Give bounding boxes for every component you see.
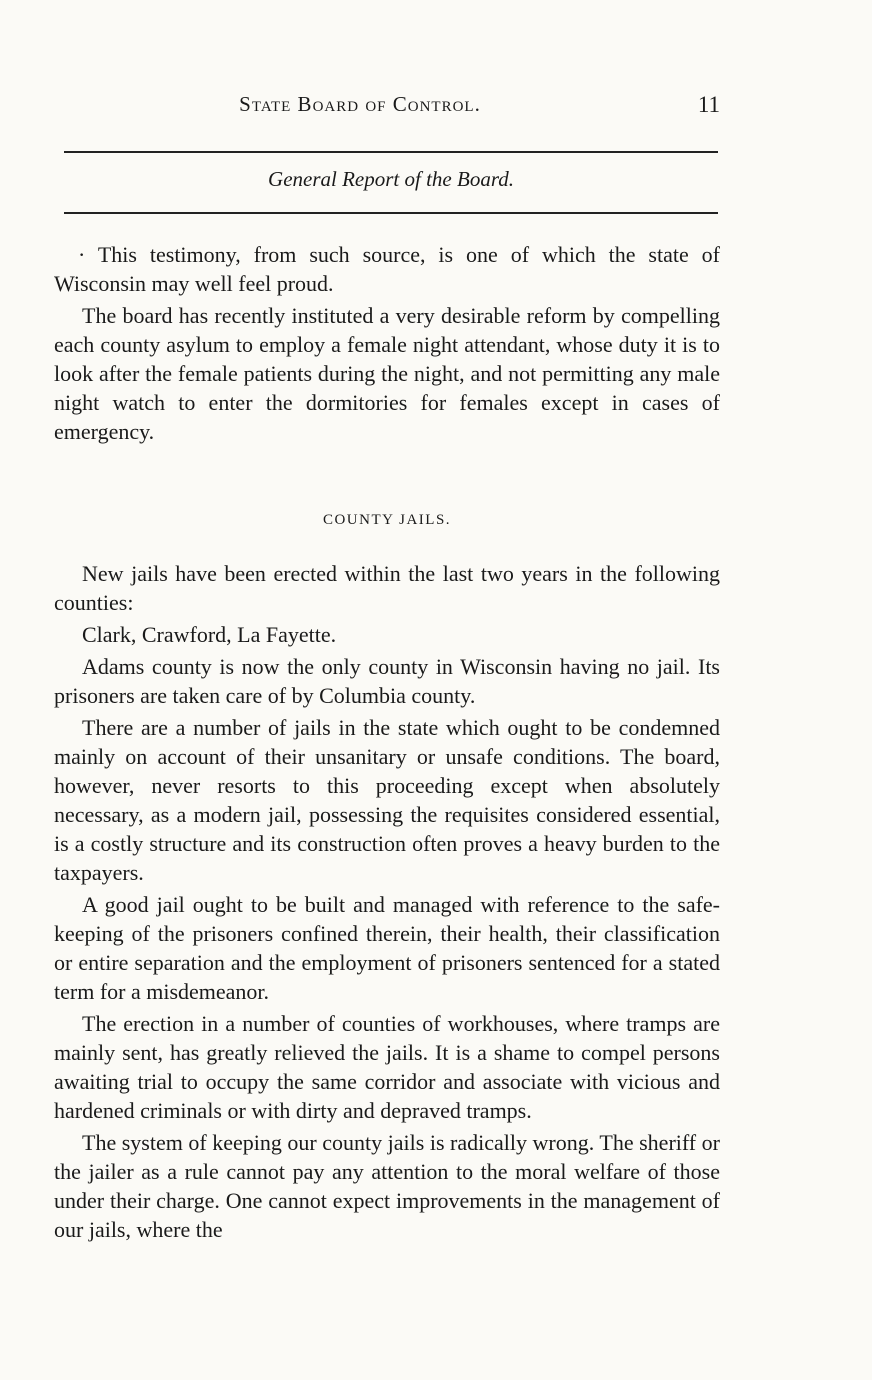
running-title: State Board of Control. — [239, 92, 481, 116]
section-heading: COUNTY JAILS. — [322, 512, 452, 528]
county-list: Clark, Crawford, La Fayette. — [82, 622, 337, 647]
top-rule — [64, 151, 718, 153]
paragraph: The erection in a number of counties of workhouses, where tramps are mainly sent, has greatly relieved the jails. It is a shame to compel persons awaiting trial to occupy the same corridor and associate with vicious and hardened criminals or with dirty and depraved tramps. — [54, 1011, 720, 1123]
paragraph: There are a number of jails in the state which ought to be condemned mainly on account of their unsanitary or unsafe conditions. The board, however, never resorts to this proceeding except when absolutely necessary, as a modern jail, possessing the requisites considered essential, is a costly structure and its construction often proves a heavy burden to the taxpayers. — [54, 715, 720, 885]
bottom-rule — [64, 212, 718, 214]
body-text — [54, 240, 720, 1244]
page-number: 11 — [697, 92, 720, 117]
paragraph: A good jail ought to be built and managed with reference to the safe-keeping of the prisoners confined therein, their health, their classification or entire separation and the employment of prisoners sentenced for a stated term for a misdemeanor. — [54, 892, 720, 1004]
paragraph: Adams county is now the only county in Wisconsin having no jail. Its prisoners are taken care of by Columbia county. — [54, 654, 720, 708]
subhead: General Report of the Board. — [268, 167, 514, 191]
paragraph: The board has recently instituted a very desirable reform by compelling each county asylum to employ a female night attendant, whose duty it is to look after the female patients during the night, and not permitting any male night watch to enter the dormitories for females except in cases of emergency. — [54, 303, 720, 444]
paragraph: New jails have been erected within the last two years in the following counties: — [54, 561, 720, 615]
paragraph: · This testimony, from such source, is one of which the state of Wisconsin may well feel proud. — [54, 242, 720, 296]
paragraph: The system of keeping our county jails is radically wrong. The sheriff or the jailer as a rule cannot pay any attention to the moral welfare of those under their charge. One cannot expect improvements in the management of our jails, where the — [54, 1130, 720, 1242]
running-head — [60, 92, 720, 122]
